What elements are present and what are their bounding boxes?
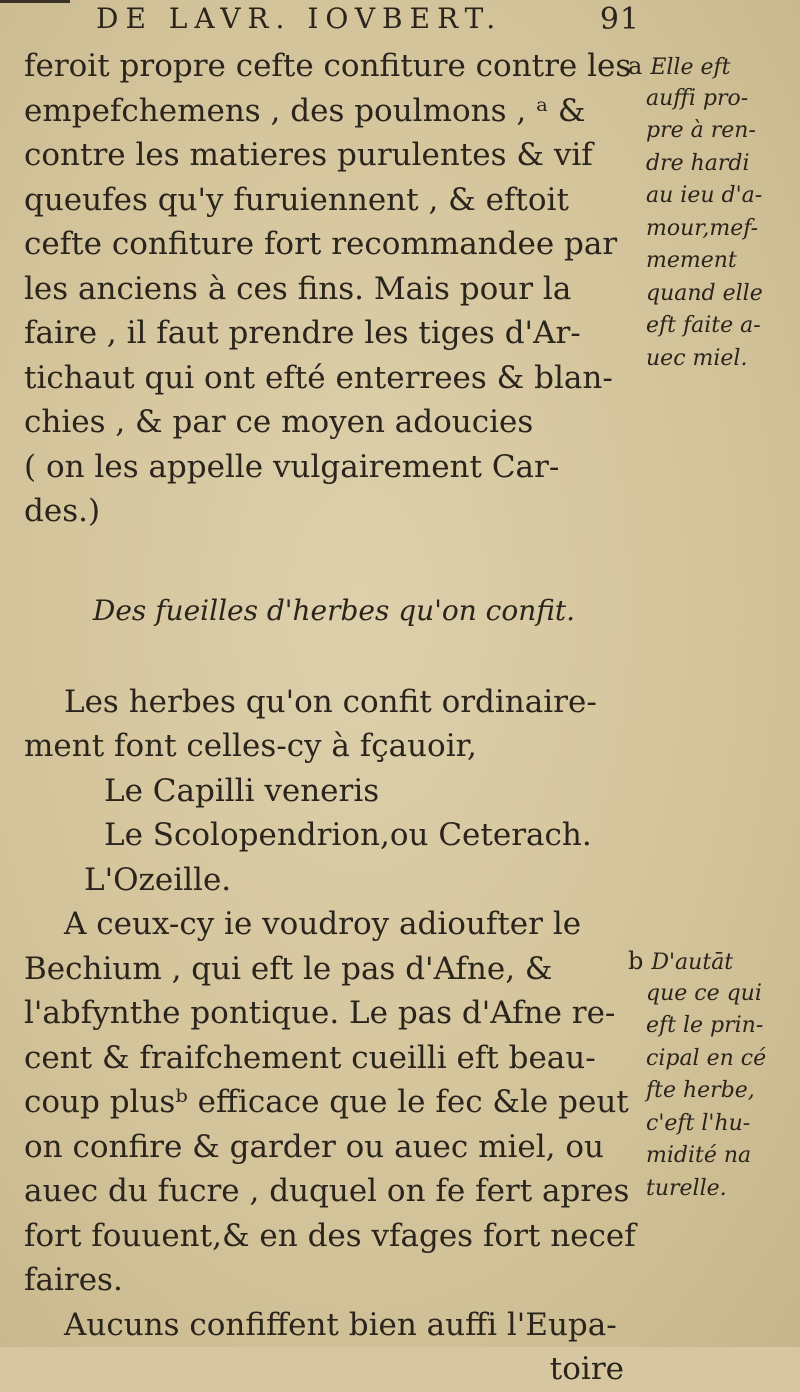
text-line: empefchemens , des poulmons , ᵃ & xyxy=(24,92,586,129)
note-line: D'autāt xyxy=(651,950,734,975)
note-line: pre à ren- xyxy=(646,118,756,143)
note-line: midité na xyxy=(646,1143,752,1168)
text-line: cent & fraifchement cueilli eft beau- xyxy=(24,1039,596,1076)
text-line: des.) xyxy=(24,493,101,529)
note-line: auffi pro- xyxy=(646,85,749,111)
text-line: ment font celles-cy à fçauoir, xyxy=(24,728,477,764)
text-line: on confire & garder ou auec miel, ou xyxy=(24,1128,605,1165)
spacer xyxy=(24,534,634,578)
section-heading: Des fueilles d'herbes qu'on confit. xyxy=(92,593,576,627)
text-line: ( on les appelle vulgairement Car- xyxy=(24,448,560,485)
note-line: Elle eft xyxy=(650,55,731,80)
margin-note-b xyxy=(628,945,798,1205)
text-line: feroit propre cefte confiture contre les xyxy=(24,48,632,84)
note-line: cipal en cé xyxy=(646,1045,767,1071)
main-text xyxy=(24,44,634,1392)
running-header xyxy=(96,2,640,46)
catchword: toire xyxy=(549,1351,624,1387)
text-line: tichaut qui ont efté enterrees & blan- xyxy=(24,359,613,396)
list-item: L'Ozeille. xyxy=(84,861,232,898)
text-line: cefte confiture fort recommandee par xyxy=(24,226,618,262)
text-line: contre les matieres purulentes & vif xyxy=(24,137,593,173)
running-title: DE LAVR. IOVBERT. xyxy=(96,2,503,35)
note-line: mour,mef- xyxy=(646,215,759,241)
note-line: dre hardi xyxy=(646,150,750,176)
note-line: uec miel. xyxy=(646,345,748,371)
text-line: Bechium , qui eft le pas d'Afne, & xyxy=(24,950,553,987)
page-number: 91 xyxy=(599,2,640,37)
text-line: Les herbes qu'on confit ordinaire- xyxy=(64,683,597,720)
note-marker: a xyxy=(628,52,643,80)
text-line: Aucuns confiffent bien auffi l'Eupa- xyxy=(64,1306,617,1343)
text-line: A ceux-cy ie voudroy adioufter le xyxy=(64,906,582,942)
note-line: quand elle xyxy=(646,280,763,306)
note-line: eft le prin- xyxy=(646,1013,764,1038)
list-item: Le Scolopendrion,ou Ceterach. xyxy=(104,817,592,853)
text-line: coup plusᵇ efficace que le fec &le peut xyxy=(24,1084,629,1120)
note-line: que ce qui xyxy=(646,980,762,1006)
text-line: auec du fucre , duquel on fe fert apres xyxy=(24,1173,630,1209)
spacer xyxy=(24,636,634,680)
note-line: c'eft l'hu- xyxy=(646,1110,751,1136)
text-line: l'abfynthe pontique. Le pas d'Afne re- xyxy=(24,995,616,1031)
note-line: mement xyxy=(646,248,737,273)
note-line: turelle. xyxy=(646,1175,727,1201)
list-item: Le Capilli veneris xyxy=(104,772,380,809)
text-line: les anciens à ces fins. Mais pour la xyxy=(24,270,572,307)
text-line: faires. xyxy=(24,1262,123,1298)
note-line: eft faite a- xyxy=(646,313,761,338)
note-line: au ieu d'a- xyxy=(646,183,763,208)
text-line: chies , & par ce moyen adoucies xyxy=(24,404,534,440)
text-line: fort fouuent,& en des vfages fort necef xyxy=(24,1217,636,1254)
text-line: faire , il faut prendre les tiges d'Ar- xyxy=(24,315,581,351)
note-marker: b xyxy=(628,947,644,975)
note-line: fte herbe, xyxy=(646,1078,755,1103)
text-line: queufes qu'y furuiennent , & eftoit xyxy=(24,181,569,218)
margin-note-a xyxy=(628,50,798,375)
top-rule xyxy=(0,0,70,3)
